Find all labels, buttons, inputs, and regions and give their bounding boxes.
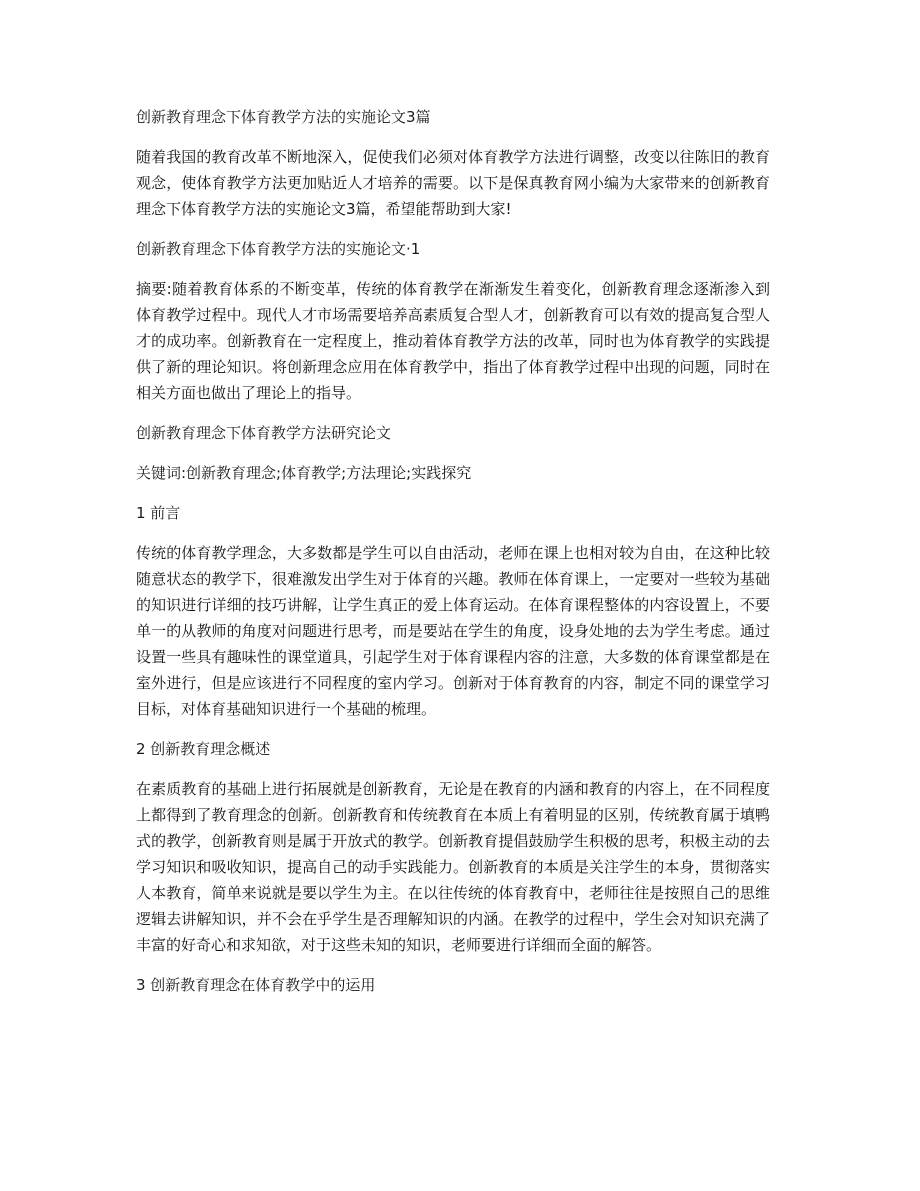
heading-preface: 1 前言 bbox=[136, 504, 181, 522]
document-title: 创新教育理念下体育教学方法的实施论文3篇 bbox=[136, 108, 431, 126]
abstract-paragraph: 摘要:随着教育体系的不断变革，传统的体育教学在渐渐发生着变化，创新教育理念逐渐渗入到体育教学过程中。现代人才市场需要培养高素质复合型人才，创新教育可以有效的提高复合型人才的成功率。创新教育在一定程度上，推动着体育教学方法的改革，同时也为体育教学的实践提供了新的理论知识。将创新理念应用在体育教学中，指出了体育教学过程中出现的问题，同时在相关方面也做出了理论上的指导。 bbox=[136, 280, 770, 402]
paper-title: 创新教育理念下体育教学方法研究论文 bbox=[136, 424, 392, 442]
keywords-line: 关键词:创新教育理念;体育教学;方法理论;实践探究 bbox=[136, 464, 472, 482]
section-title: 创新教育理念下体育教学方法的实施论文·1 bbox=[136, 240, 421, 258]
intro-paragraph: 随着我国的教育改革不断地深入，促使我们必须对体育教学方法进行调整，改变以往陈旧的教育观念，使体育教学方法更加贴近人才培养的需要。以下是保真教育网小编为大家带来的创新教育理念下体育教学方法的实施论文3篇，希望能帮助到大家! bbox=[136, 148, 770, 218]
heading-overview: 2 创新教育理念概述 bbox=[136, 740, 271, 758]
preface-paragraph: 传统的体育教学理念，大多数都是学生可以自由活动，老师在课上也相对较为自由，在这种比较随意状态的教学下，很难激发出学生对于体育的兴趣。教师在体育课上，一定要对一些较为基础的知识进行详细的技巧讲解，让学生真正的爱上体育运动。在体育课程整体的内容设置上，不要单一的从教师的角度对问题进行思考，而是要站在学生的角度，设身处地的去为学生考虑。通过设置一些具有趣味性的课堂道具，引起学生对于体育课程内容的注意，大多数的体育课堂都是在室外进行，但是应该进行不同程度的室内学习。创新对于体育教育的内容，制定不同的课堂学习目标，对体育基础知识进行一个基础的梳理。 bbox=[136, 544, 770, 718]
heading-application: 3 创新教育理念在体育教学中的运用 bbox=[136, 976, 376, 994]
overview-paragraph: 在素质教育的基础上进行拓展就是创新教育，无论是在教育的内涵和教育的内容上，在不同程度上都得到了教育理念的创新。创新教育和传统教育在本质上有着明显的区别，传统教育属于填鸭式的教学，创新教育则是属于开放式的教学。创新教育提倡鼓励学生积极的思考，积极主动的去学习知识和吸收知识，提高自己的动手实践能力。创新教育的本质是关注学生的本身，贯彻落实人本教育，简单来说就是要以学生为主。在以往传统的体育教育中，老师往往是按照自己的思维逻辑去讲解知识，并不会在乎学生是否理解知识的内涵。在教学的过程中，学生会对知识充满了丰富的好奇心和求知欲，对于这些未知的知识，老师要进行详细而全面的解答。 bbox=[136, 780, 770, 954]
